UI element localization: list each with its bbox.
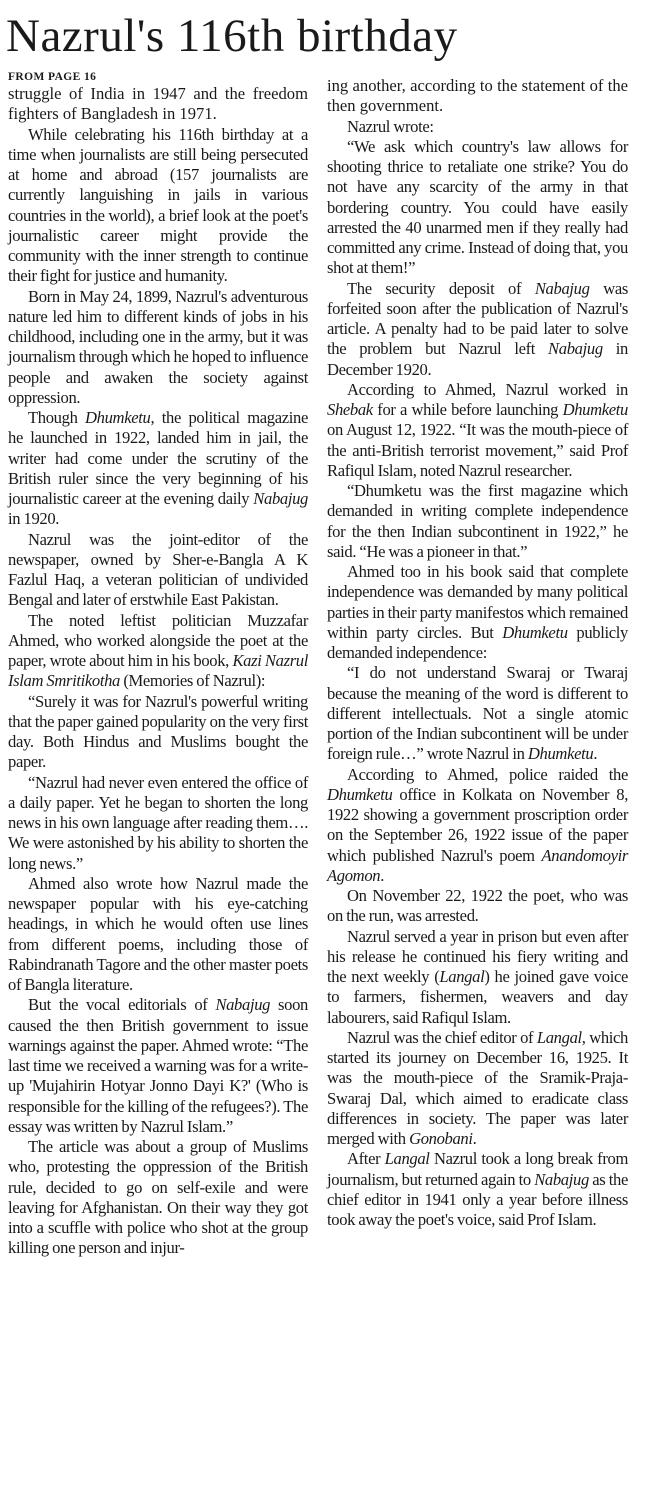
italic-title-text: Dhumketu <box>327 784 393 804</box>
paragraph-text: Nazrul served a year in prison but even after his release he continued his fiery writing and the next weekly ( <box>327 926 628 986</box>
italic-title-text: Langal <box>384 1149 430 1169</box>
paragraph-text: “We ask which country's law allows for shooting thrice to retaliate one strike? You do not have any scarcity of the army in that bordering country. You could have easily arrested the 40 unarmed men if they really had committed any crime. Instead of doing that, you shot at them!” <box>327 136 628 278</box>
paragraph <box>8 995 308 1137</box>
paragraph-text: The article was about a group of Muslims who, protesting the oppression of the British rule, decided to go on self-exile and were leaving for Afghanistan. On their way they got into a scuffle with police who shot at the group killing one person and injur- <box>8 1137 308 1258</box>
paragraph-text: , the political magazine he launched in 1922, landed him in jail, the writer had come under the scrutiny of the British ruler since the very beginning of his journalistic career at the evening daily <box>8 408 308 508</box>
paragraph-text: ing another, according to the statement of the then government. <box>327 76 628 116</box>
paragraph-text: , which started its journey on December 16, 1925. It was the mouth-piece of the Sramik-Praja-Swaraj Dal, which aimed to eradicate class differences in society. The paper was later merged with <box>327 1027 628 1148</box>
paragraph <box>327 481 628 562</box>
paragraph <box>327 765 628 887</box>
italic-title-text: Nabajug <box>534 1169 589 1189</box>
paragraph-text: The security deposit of <box>347 278 535 298</box>
paragraph-text: “Surely it was for Nazrul's powerful writing that the paper gained popularity on the very first day. Both Hindus and Muslims bought the paper. <box>8 691 308 772</box>
paragraph <box>8 84 308 125</box>
paragraph-text: . <box>380 865 385 885</box>
paragraph <box>327 279 628 380</box>
paragraph <box>8 1137 308 1259</box>
italic-title-text: Kazi Nazrul Islam Smritikotha <box>8 651 309 691</box>
paragraph-text: Nazrul wrote: <box>347 116 434 136</box>
paragraph-text: was forfeited soon after the publication of Nazrul's article. A penalty had to be paid later to solve the problem but Nazrul left <box>327 278 628 359</box>
paragraph-text: While celebrating his 116th birthday at a time when journalists are still being persecuted at home and abroad (157 journalists are currently languishing in jails in various countries in the world), a brief look at the poet's journalistic career might provide the community with the inner strength to continue their fight for justice and humanity. <box>8 124 308 286</box>
italic-title-text: Langal <box>536 1027 582 1047</box>
paragraph-text: office in Kolkata on November 8, 1922 showing a government proscription order on the September 26, 1922 issue of the paper which published Nazrul's poem <box>327 784 628 865</box>
paragraph <box>327 137 628 279</box>
paragraph-text: struggle of India in 1947 and the freedom fighters of Bangladesh in 1971. <box>8 84 308 124</box>
paragraph-text: Ahmed also wrote how Nazrul made the newspaper popular with his eye-catching headings, in which he would often use lines from different poems, including those of Rabindranath Tagore and the other master poets of Bangla literature. <box>8 873 308 994</box>
paragraph <box>8 773 308 874</box>
paragraph-text: in December 1920. <box>327 339 628 379</box>
italic-title-text: Gonobani <box>409 1129 473 1148</box>
paragraph-text: According to Ahmed, Nazrul worked in <box>347 379 628 399</box>
italic-title-text: Nabajug <box>215 995 271 1015</box>
headline: Nazrul's 116th birthday <box>6 10 458 62</box>
paragraph <box>327 927 628 1028</box>
left-column <box>8 70 308 1259</box>
italic-title-text: Nabajug <box>253 489 308 508</box>
italic-title-text: Langal <box>439 967 485 986</box>
paragraph-text: on August 12, 1922. “It was the mouth-piece of the anti-British terrorist movement,” said Prof Rafiqul Islam, noted Nazrul researcher. <box>327 420 628 480</box>
paragraph-text: “Dhumketu was the first magazine which demanded in writing complete independence for the then Indian subcontinent in 1922,” he said. “He was a pioneer in that.” <box>327 481 628 561</box>
italic-title-text: Nabajug <box>548 339 603 359</box>
paragraph-text: “I do not understand Swaraj or Twaraj because the meaning of the word is different to different intellectuals. Not a single atomic portion of the Indian subcontinent will be under foreign rule…” wrote Nazrul in <box>327 663 628 764</box>
paragraph-text: publicly demanded independence: <box>327 622 628 662</box>
paragraph <box>327 76 628 117</box>
paragraph-text: . <box>593 744 598 764</box>
paragraph-text: Nazrul was the joint-editor of the newspaper, owned by Sher-e-Bangla A K Fazlul Haq, a veteran politician of undivided Bengal and later of erstwhile East Pakistan. <box>8 529 308 610</box>
italic-title-text: Dhumketu <box>85 408 151 427</box>
paragraph <box>327 886 628 927</box>
paragraph-text: in 1920. <box>8 509 60 529</box>
italic-title-text: Dhumketu <box>562 400 628 419</box>
italic-title-text: Shebak <box>327 400 373 419</box>
paragraph <box>327 1149 628 1230</box>
italic-title-text: Dhumketu <box>527 744 594 764</box>
paragraph <box>8 408 308 530</box>
paragraph-text: Ahmed too in his book said that complete independence was demanded by many political parties in their party manifestos which remained within party circles. But <box>327 562 628 642</box>
paragraph <box>8 692 308 773</box>
right-column <box>327 76 628 1230</box>
paragraph-text: But the vocal editorials of <box>28 995 216 1015</box>
paragraph <box>8 530 308 611</box>
paragraph <box>327 380 628 481</box>
paragraph-text: . <box>472 1129 477 1148</box>
italic-title-text: Nabajug <box>534 278 590 298</box>
paragraph-text: The noted leftist politician Muzzafar Ahmed, who worked alongside the poet at the paper, wrote about him in his book, <box>8 610 308 670</box>
paragraph <box>8 287 308 409</box>
paragraph-text: Nazrul was the chief editor of <box>347 1027 537 1047</box>
paragraph-text: as the chief editor in 1941 only a year before illness took away the poet's voice, said Prof Islam. <box>327 1169 628 1229</box>
paragraph-text: ) he joined gave voice to farmers, fishermen, weavers and day labourers, said Rafiqul Islam. <box>327 967 628 1027</box>
paragraph <box>8 611 308 692</box>
paragraph-text: Though <box>28 408 86 427</box>
paragraph-text: for a while before launching <box>372 400 563 419</box>
paragraph-text: On November 22, 1922 the poet, who was on the run, was arrested. <box>327 886 628 926</box>
paragraph-text: After <box>347 1149 385 1169</box>
paragraph-text: According to Ahmed, police raided the <box>347 764 628 784</box>
italic-title-text: Anandomoyir Agomon <box>327 845 628 885</box>
paragraph <box>327 1028 628 1150</box>
paragraph-text: Born in May 24, 1899, Nazrul's adventurous nature led him to different kinds of jobs in his childhood, including one in the army, but it was journalism through which he hoped to influence people and awaken the society against oppression. <box>8 286 308 407</box>
paragraph <box>8 874 308 996</box>
paragraph <box>327 117 628 137</box>
paragraph <box>8 125 308 287</box>
paragraph-text: “Nazrul had never even entered the office of a daily paper. Yet he began to shorten the long news in his own language after reading them…. We were astonished by his ability to shorten the long news.” <box>8 772 308 873</box>
paragraph-text: soon caused the then British government to issue warnings against the paper. Ahmed wrote: “The last time we received a warning was for a write-up 'Mujahirin Hotyar Jonno Dayi K?' (Who is responsible for the killing of the refugees?). The essay was written by Nazrul Islam.” <box>8 995 308 1136</box>
italic-title-text: Dhumketu <box>502 622 568 642</box>
paragraph-text: (Memories of Nazrul): <box>120 671 266 691</box>
paragraph <box>327 663 628 764</box>
continuation-kicker: FROM PAGE 16 <box>8 71 97 83</box>
paragraph-text: Nazrul took a long break from journalism, but returned again to <box>327 1149 629 1189</box>
paragraph <box>327 562 628 663</box>
